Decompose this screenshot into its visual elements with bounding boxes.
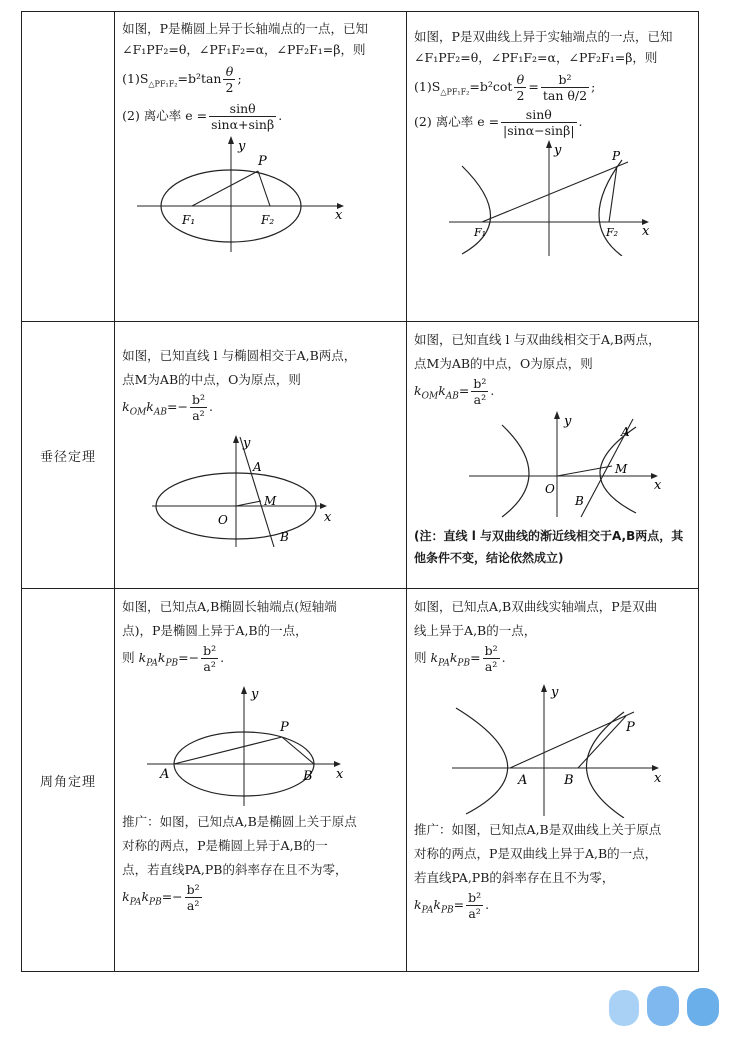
brand-logo <box>609 986 719 1026</box>
y-label: y <box>238 138 246 154</box>
ellipse-angle-text-2: 点)，P是椭圆上异于A,B的一点， <box>122 623 308 638</box>
point-p-label: P <box>258 153 267 169</box>
conic-theorem-table <box>21 11 699 972</box>
ellipse-angle-text-1: 如图，已知点A,B椭圆长轴端点(短轴端 <box>122 599 337 614</box>
table-row-inscribed-angle <box>22 589 699 972</box>
y-label: y <box>564 413 572 429</box>
ellipse-chord-text-1: 如图，已知直线 l 与椭圆相交于A,B两点， <box>122 348 357 363</box>
hyperbola-eccentricity-formula: (2) 离心率 e = $\frac{\sin\theta}{|\sin\alpha-\sin\beta|}$ . <box>414 106 583 138</box>
ellipse-ext-text-2: 对称的两点，P是椭圆上异于A,B的一 <box>122 837 328 853</box>
point-p-label: P <box>626 719 635 735</box>
point-f1-label: F₁ <box>474 225 487 239</box>
row-label-perpendicular-chord: 垂径定理 <box>22 322 115 589</box>
hyperbola-focal-figure <box>414 138 676 256</box>
point-f2-label: F₂ <box>606 225 619 239</box>
y-axis-arrow <box>241 686 247 694</box>
x-label: x <box>335 207 343 223</box>
hyperbola-chord-note: (注：直线 l 与双曲线的渐近线相交于A,B两点，其他条件不变，结论依然成立) <box>414 528 684 565</box>
hyperbola-focal-text: 如图，P是双曲线上异于实轴端点的一点，已知∠F₁PF₂=θ，∠PF₁F₂=α，∠PF₂F₁=β，则 <box>414 29 673 65</box>
hyperbola-left-branch <box>502 425 529 517</box>
y-axis-arrow <box>554 411 560 419</box>
y-axis-arrow <box>541 684 547 692</box>
point-a-label: A <box>518 772 528 788</box>
y-axis-arrow <box>546 140 552 148</box>
table-row-focal-triangle <box>22 12 699 322</box>
hyperbola-ext-text-1: 推广：如图，已知点A,B是双曲线上关于原点 <box>414 821 662 837</box>
point-b-label: B <box>303 768 313 784</box>
ellipse-angle-cell <box>115 589 407 972</box>
table-row-perpendicular-chord <box>22 322 699 589</box>
point-a-label: A <box>160 766 170 782</box>
point-b-label: B <box>575 493 584 508</box>
segment-b-p <box>282 737 314 764</box>
ellipse-area-formula: $(1)S_{\triangle PF_1F_2}=b^2\tan$ $\frac{\theta}{2}$ ; <box>122 64 242 95</box>
hyperbola-chord-figure <box>414 409 676 519</box>
x-label: x <box>654 770 662 786</box>
hyperbola-chord-text-1: 如图，已知直线 l 与双曲线相交于A,B两点， <box>414 332 661 347</box>
hyperbola-angle-figure <box>414 678 676 818</box>
ellipse-chord-formula: $k_{OM}k_{AB}=-$ $\frac{\text{b²}}{\text{a²}}$ . <box>122 392 213 423</box>
hyperbola-angle-cell <box>407 589 699 972</box>
hyperbola-chord-cell <box>407 322 699 589</box>
point-p-label: P <box>612 148 621 163</box>
point-f1-label: F₁ <box>182 212 196 227</box>
point-p-label: P <box>280 719 289 735</box>
point-o-label: O <box>218 512 228 527</box>
segment-f1-p <box>482 162 628 222</box>
hyperbola-angle-formula: 则 $k_{PA}k_{PB}=$ $\frac{\text{b²}}{\text{a²}}$ . <box>414 643 506 674</box>
logo-shape-2 <box>647 986 679 1026</box>
point-a-label: A <box>253 459 262 474</box>
point-m-label: M <box>264 493 277 508</box>
hyperbola-angle-text-1: 如图，已知点A,B双曲线实轴端点，P是双曲 <box>414 599 658 614</box>
y-label: y <box>554 142 562 158</box>
hyperbola-left-branch <box>462 166 491 254</box>
ellipse-chord-figure <box>122 429 384 549</box>
ellipse-chord-cell <box>115 322 407 589</box>
segment-b-p <box>578 716 626 768</box>
ellipse-ext-text-1: 推广：如图，已知点A,B是椭圆上关于原点 <box>122 813 357 829</box>
ellipse-ext-text-3: 点，若直线PA,PB的斜率存在且不为零， <box>122 861 348 877</box>
hyperbola-ext-text-3: 若直线PA,PB的斜率存在且不为零， <box>414 869 615 885</box>
row-label <box>22 12 115 322</box>
ellipse-angle-formula: 则 $k_{PA}k_{PB}=-$ $\frac{\text{b²}}{\text{a²}}$ . <box>122 643 225 674</box>
ellipse-eccentricity-formula: (2) 离心率 e = $\frac{\sin\theta}{\sin\alpha+\sin\beta}$ . <box>122 100 283 132</box>
hyperbola-focal-cell <box>407 12 699 322</box>
point-b-label: B <box>564 772 574 788</box>
point-o-label: O <box>545 481 555 496</box>
segment-f1-p <box>192 171 258 206</box>
hyperbola-left-branch <box>456 708 508 814</box>
segment-f2-p <box>258 171 270 206</box>
hyperbola-right-branch <box>587 712 625 818</box>
segment-om <box>236 501 261 506</box>
y-axis-arrow <box>233 435 239 443</box>
logo-shape-3 <box>687 988 719 1026</box>
logo-shape-1 <box>609 990 639 1026</box>
ellipse-angle-figure <box>122 680 384 808</box>
point-b-label: B <box>280 529 289 544</box>
hyperbola-chord-text-2: 点M为AB的中点，O为原点，则 <box>414 356 593 371</box>
segment-a-p <box>174 737 282 764</box>
ellipse-focal-cell <box>115 12 407 322</box>
y-label: y <box>551 684 559 700</box>
hyperbola-ext-text-2: 对称的两点，P是双曲线上异于A,B的一点， <box>414 845 658 861</box>
x-axis-arrow <box>320 503 327 509</box>
ellipse-focal-figure <box>122 134 384 254</box>
ellipse-ext-formula: $k_{PA}k_{PB}=-$ $\frac{\text{b²}}{\text{a²}}$ <box>122 881 200 913</box>
hyperbola-angle-text-2: 线上异于A,B的一点， <box>414 623 537 638</box>
ellipse-chord-text-2: 点M为AB的中点，O为原点，则 <box>122 372 301 387</box>
point-f2-label: F₂ <box>261 212 275 227</box>
ellipse-focal-text: 如图，P是椭圆上异于长轴端点的一点，已知∠F₁PF₂=θ，∠PF₁F₂=α，∠PF₂F₁=β，则 <box>122 21 369 57</box>
x-label: x <box>336 766 344 782</box>
y-label: y <box>243 435 251 451</box>
hyperbola-chord-formula: $k_{OM}k_{AB}=$ $\frac{\text{b²}}{\text{a²}}$ . <box>414 376 495 407</box>
point-m-label: M <box>615 461 628 476</box>
row-label-inscribed-angle: 周角定理 <box>22 589 115 972</box>
x-label: x <box>642 223 650 239</box>
hyperbola-area-formula: $(1)S_{\triangle PF_1F_2}=b^2\cot$ $\frac{\theta}{2}$ = $\frac{\text{b²}}{\text{tan θ/2}}$ ; <box>414 72 596 103</box>
y-label: y <box>251 686 259 702</box>
line-l <box>240 437 274 547</box>
hyperbola-ext-formula: $k_{PA}k_{PB}=$ $\frac{\text{b²}}{\text{a²}}$ . <box>414 889 490 921</box>
x-label: x <box>324 509 332 525</box>
y-axis-arrow <box>228 136 234 144</box>
x-label: x <box>654 477 662 493</box>
segment-a-p <box>510 712 634 768</box>
point-a-label: A <box>621 424 630 439</box>
